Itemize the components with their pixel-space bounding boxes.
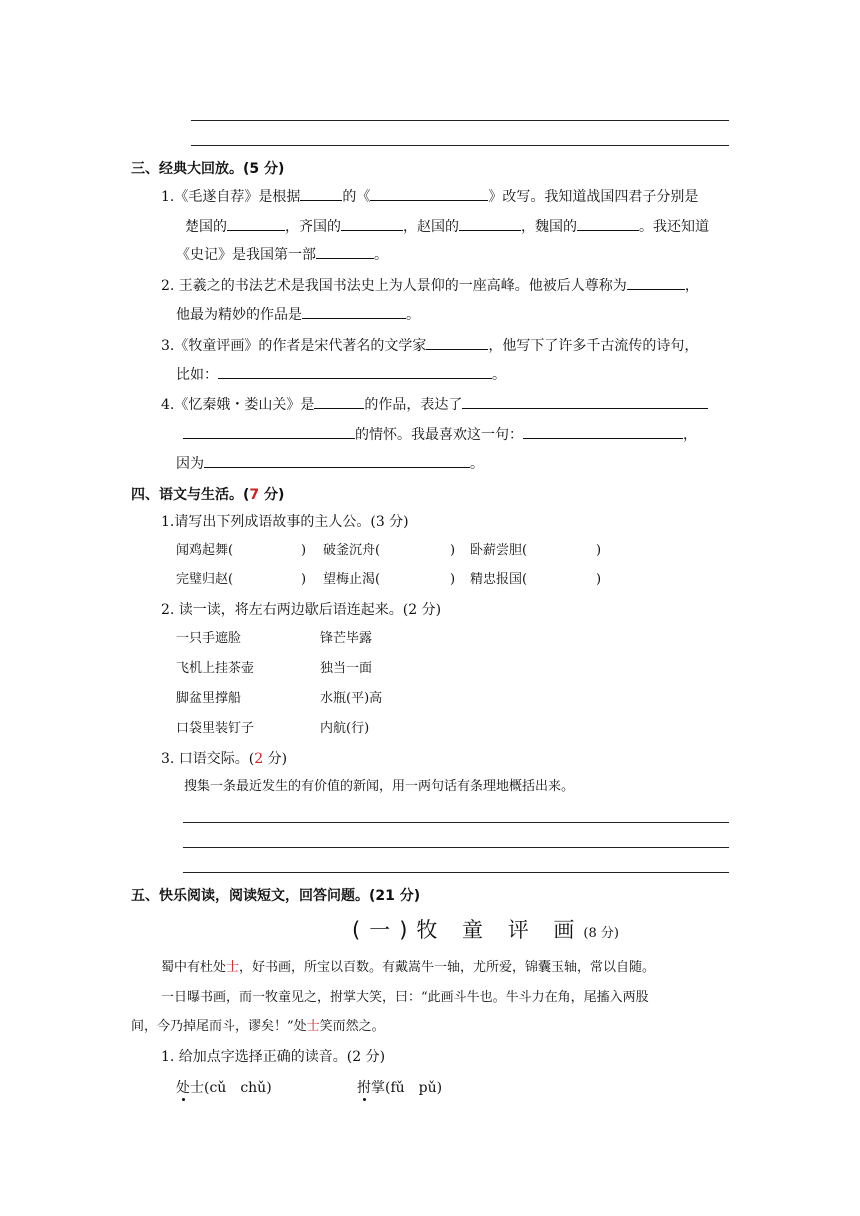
- text: 。: [470, 456, 484, 472]
- xiehouyu-right: 内航(行): [320, 721, 370, 736]
- paren-close: ): [301, 572, 307, 587]
- paren-close: ): [450, 572, 456, 587]
- answer-blank[interactable]: [302, 304, 406, 319]
- question-3-4-line3: [176, 453, 484, 474]
- answer-line[interactable]: [183, 822, 729, 823]
- question-3-2: [161, 275, 699, 296]
- text: 3.《牧童评画》的作者是宋代著名的文学家: [161, 338, 427, 354]
- text: ，: [683, 427, 697, 443]
- answer-line[interactable]: [183, 872, 729, 873]
- answer-line: [191, 120, 729, 121]
- text: 3. 口语交际。(: [161, 751, 255, 767]
- text: 》改写。我知道战国四君子分别是: [488, 189, 699, 205]
- text: ，齐国的: [285, 219, 341, 235]
- text: 2. 王羲之的书法艺术是我国书法史上为人景仰的一座高峰。他被后人尊称为: [161, 278, 627, 294]
- text: 因为: [176, 456, 204, 472]
- xiehouyu-left: 飞机上挂茶壶: [176, 661, 255, 676]
- text: 分): [259, 487, 285, 503]
- answer-line: [191, 145, 729, 146]
- section-heading: [131, 484, 284, 504]
- text: 掌(fǔ pǔ): [371, 1080, 443, 1096]
- passage-line: [161, 958, 655, 978]
- xiehouyu-right: 独当一面: [320, 661, 373, 676]
- text: 。我还知道: [639, 219, 709, 235]
- idiom-item: 闻鸡起舞(: [176, 543, 234, 558]
- text: 的作品，表达了: [364, 397, 463, 413]
- paren-close: ): [450, 543, 456, 558]
- text: 笑而然之。: [319, 1019, 385, 1034]
- dotted-char: 处: [176, 1080, 190, 1096]
- text: ，魏国的: [521, 219, 577, 235]
- question-3-4: [161, 394, 708, 415]
- idiom-item: 望梅止渴(: [323, 572, 381, 587]
- question-3-1-line2: [185, 216, 709, 237]
- idiom-item: 完璧归赵(: [176, 572, 234, 587]
- answer-blank[interactable]: [183, 424, 355, 439]
- text: ，好书画，所宝以百数。有戴嵩牛一轴，尤所爱，锦囊玉轴，常以自随。: [239, 960, 656, 975]
- text: 。: [492, 367, 506, 383]
- passage-line: [131, 1017, 385, 1037]
- text: ，: [684, 278, 699, 294]
- pinyin-option[interactable]: [357, 1078, 442, 1098]
- question-3-3: [161, 335, 698, 356]
- question-4-2-prompt: 2. 读一读，将左右两边歇后语连起来。(2 分): [161, 602, 442, 618]
- text: 四、语文与生活。(: [131, 487, 250, 503]
- answer-blank[interactable]: [627, 275, 685, 290]
- answer-blank[interactable]: [523, 424, 683, 439]
- answer-blank[interactable]: [204, 453, 470, 468]
- passage-title: [352, 914, 619, 944]
- text: 楚国的: [185, 219, 227, 235]
- idiom-item: 破釜沉舟(: [323, 543, 381, 558]
- xiehouyu-left: 一只手遮脸: [176, 631, 242, 646]
- text: 蜀中有杜处: [161, 960, 227, 975]
- question-5-1-prompt: 1. 给加点字选择正确的读音。(2 分): [161, 1049, 386, 1065]
- question-4-1-prompt: 1.请写出下列成语故事的主人公。(3 分): [161, 514, 409, 530]
- text: 间，今乃掉尾而斗，谬矣！”处: [131, 1019, 307, 1034]
- text: 的情怀。我最喜欢这一句：: [355, 427, 523, 443]
- answer-blank[interactable]: [370, 186, 488, 201]
- idiom-item: 精忠报国(: [470, 572, 528, 587]
- score: 7: [249, 487, 260, 503]
- text: 。: [406, 307, 420, 323]
- paren-close: ): [596, 543, 602, 558]
- idiom-item: 卧薪尝胆(: [470, 543, 528, 558]
- text: 比如：: [176, 367, 218, 383]
- dotted-char: 拊: [357, 1080, 371, 1096]
- answer-blank[interactable]: [314, 394, 364, 409]
- xiehouyu-left: 口袋里装钉子: [176, 721, 255, 736]
- answer-blank[interactable]: [577, 216, 639, 231]
- paren-close: ): [596, 572, 602, 587]
- answer-blank[interactable]: [218, 364, 492, 379]
- answer-blank[interactable]: [341, 216, 403, 231]
- text: 他最为精妙的作品是: [176, 307, 302, 323]
- text: 的《: [342, 189, 371, 205]
- text: 分): [263, 751, 288, 767]
- pinyin-option[interactable]: [176, 1078, 272, 1098]
- highlight: 士: [226, 960, 240, 975]
- xiehouyu-right: 锋芒毕露: [320, 631, 373, 646]
- title-text: (一)牧 童 评 画: [352, 918, 584, 942]
- xiehouyu-left: 脚盆里撑船: [176, 691, 242, 706]
- answer-blank[interactable]: [227, 216, 285, 231]
- question-3-3-line2: [176, 364, 506, 385]
- text: 4.《忆秦娥・娄山关》是: [161, 397, 315, 413]
- text: ，他写下了许多千古流传的诗句，: [488, 338, 699, 354]
- score: (8 分): [583, 926, 619, 941]
- question-3-4-line2: [183, 424, 697, 445]
- answer-blank[interactable]: [462, 394, 708, 409]
- question-3-1: [161, 186, 698, 207]
- section-heading: 三、经典大回放。(5 分): [131, 161, 285, 177]
- paren-close: ): [301, 543, 307, 558]
- text: ，赵国的: [403, 219, 459, 235]
- question-4-3-task: 搜集一条最近发生的有价值的新闻，用一两句话有条理地概括出来。: [184, 779, 575, 794]
- answer-line[interactable]: [183, 847, 729, 848]
- answer-blank[interactable]: [300, 186, 342, 201]
- text: 。: [374, 247, 388, 263]
- score: 2: [254, 751, 264, 767]
- text: 《史记》是我国第一部: [176, 247, 316, 263]
- section-heading: 五、快乐阅读，阅读短文，回答问题。(21 分): [131, 888, 421, 904]
- answer-blank[interactable]: [459, 216, 521, 231]
- passage-line: 一日曝书画，而一牧童见之，拊掌大笑，曰：“此画斗牛也。牛斗力在角，尾搐入两股: [161, 990, 649, 1005]
- answer-blank[interactable]: [316, 244, 374, 259]
- question-3-2-line2: [176, 304, 420, 325]
- question-3-1-line3: [176, 244, 388, 265]
- text: 士(cǔ chǔ): [190, 1080, 272, 1096]
- answer-blank[interactable]: [426, 335, 488, 350]
- text: 1.《毛遂自荐》是根据: [161, 189, 301, 205]
- xiehouyu-right: 水瓶(平)高: [320, 691, 383, 706]
- question-4-3-prompt: [161, 749, 287, 769]
- highlight: 士: [306, 1019, 320, 1034]
